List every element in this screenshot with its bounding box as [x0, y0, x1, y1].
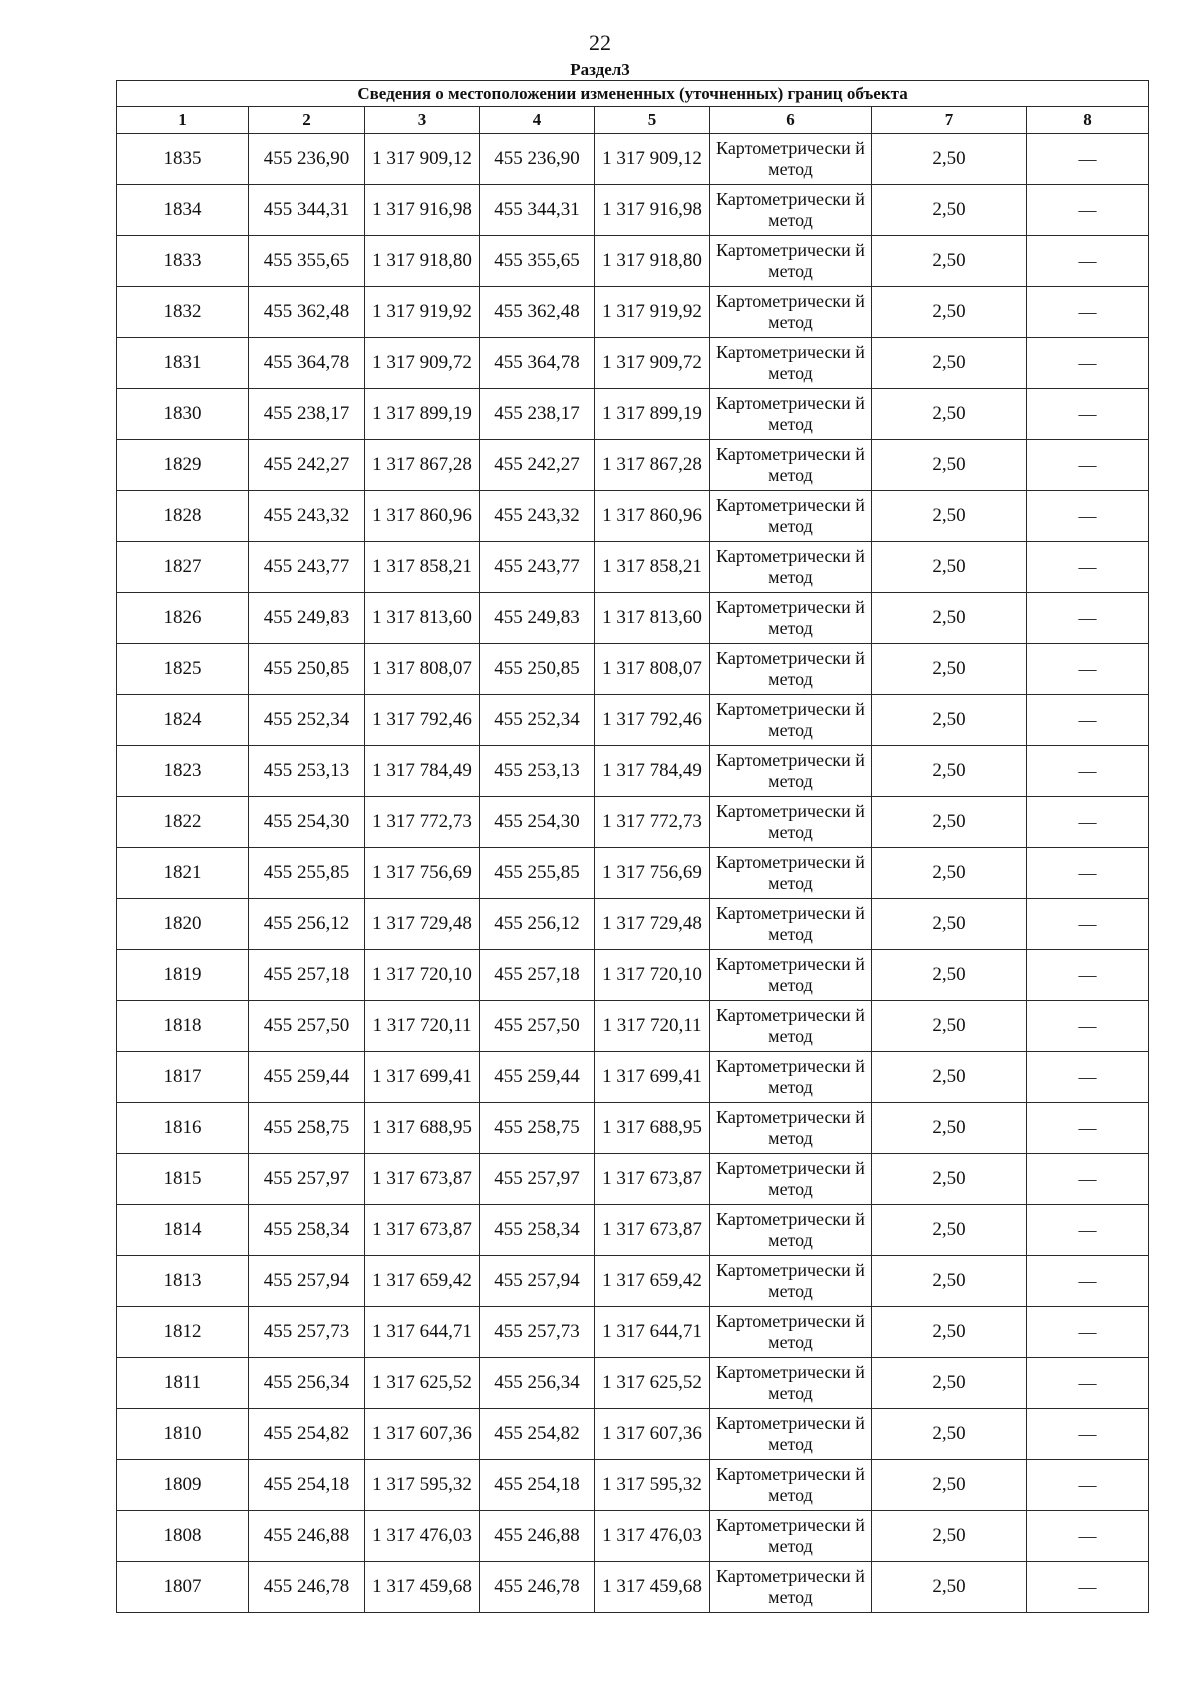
table-row	[117, 1358, 1149, 1409]
cell-description: —	[1027, 848, 1149, 899]
cell-x-refined: 455 249,83	[480, 593, 595, 644]
cell-accuracy: 2,50	[872, 1562, 1027, 1613]
cell-y-refined: 1 317 673,87	[595, 1205, 710, 1256]
cell-y-existing: 1 317 784,49	[365, 746, 480, 797]
table-row	[117, 389, 1149, 440]
cell-method: Картометрически й метод	[710, 491, 872, 542]
cell-point-number: 1825	[117, 644, 249, 695]
column-header: 7	[872, 107, 1027, 134]
cell-y-refined: 1 317 909,12	[595, 134, 710, 185]
table-row	[117, 236, 1149, 287]
cell-accuracy: 2,50	[872, 542, 1027, 593]
cell-y-existing: 1 317 860,96	[365, 491, 480, 542]
cell-y-existing: 1 317 673,87	[365, 1205, 480, 1256]
cell-accuracy: 2,50	[872, 1001, 1027, 1052]
cell-method: Картометрически й метод	[710, 950, 872, 1001]
cell-y-refined: 1 317 867,28	[595, 440, 710, 491]
cell-x-existing: 455 258,34	[249, 1205, 365, 1256]
cell-accuracy: 2,50	[872, 797, 1027, 848]
table-header-row	[117, 107, 1149, 134]
table-row	[117, 797, 1149, 848]
cell-description: —	[1027, 593, 1149, 644]
table-row	[117, 491, 1149, 542]
cell-accuracy: 2,50	[872, 1460, 1027, 1511]
cell-y-existing: 1 317 813,60	[365, 593, 480, 644]
cell-point-number: 1814	[117, 1205, 249, 1256]
cell-description: —	[1027, 1052, 1149, 1103]
cell-y-refined: 1 317 756,69	[595, 848, 710, 899]
cell-y-existing: 1 317 625,52	[365, 1358, 480, 1409]
cell-y-refined: 1 317 625,52	[595, 1358, 710, 1409]
column-header: 4	[480, 107, 595, 134]
cell-y-existing: 1 317 720,10	[365, 950, 480, 1001]
table-row	[117, 1307, 1149, 1358]
cell-y-existing: 1 317 595,32	[365, 1460, 480, 1511]
cell-method: Картометрически й метод	[710, 1103, 872, 1154]
cell-y-existing: 1 317 899,19	[365, 389, 480, 440]
cell-x-refined: 455 257,94	[480, 1256, 595, 1307]
cell-y-refined: 1 317 918,80	[595, 236, 710, 287]
cell-description: —	[1027, 287, 1149, 338]
cell-x-existing: 455 257,18	[249, 950, 365, 1001]
cell-x-existing: 455 246,88	[249, 1511, 365, 1562]
cell-x-refined: 455 243,77	[480, 542, 595, 593]
table-row	[117, 134, 1149, 185]
cell-accuracy: 2,50	[872, 746, 1027, 797]
cell-method: Картометрически й метод	[710, 1256, 872, 1307]
table-row	[117, 1562, 1149, 1613]
table-row	[117, 644, 1149, 695]
cell-y-refined: 1 317 909,72	[595, 338, 710, 389]
cell-description: —	[1027, 1460, 1149, 1511]
column-header: 8	[1027, 107, 1149, 134]
cell-method: Картометрически й метод	[710, 695, 872, 746]
cell-x-existing: 455 257,94	[249, 1256, 365, 1307]
table-row	[117, 1154, 1149, 1205]
cell-point-number: 1826	[117, 593, 249, 644]
cell-description: —	[1027, 1256, 1149, 1307]
cell-x-refined: 455 254,18	[480, 1460, 595, 1511]
cell-x-refined: 455 255,85	[480, 848, 595, 899]
cell-x-refined: 455 256,34	[480, 1358, 595, 1409]
cell-y-refined: 1 317 607,36	[595, 1409, 710, 1460]
cell-method: Картометрически й метод	[710, 338, 872, 389]
cell-description: —	[1027, 797, 1149, 848]
cell-x-existing: 455 243,77	[249, 542, 365, 593]
table-caption: Сведения о местоположении измененных (уточненных) границ объекта	[117, 81, 1149, 107]
cell-description: —	[1027, 695, 1149, 746]
cell-x-refined: 455 236,90	[480, 134, 595, 185]
cell-point-number: 1817	[117, 1052, 249, 1103]
cell-point-number: 1821	[117, 848, 249, 899]
section-title: Раздел3	[570, 60, 630, 79]
cell-method: Картометрически й метод	[710, 542, 872, 593]
cell-x-refined: 455 362,48	[480, 287, 595, 338]
cell-point-number: 1822	[117, 797, 249, 848]
cell-y-existing: 1 317 673,87	[365, 1154, 480, 1205]
cell-x-existing: 455 255,85	[249, 848, 365, 899]
cell-x-existing: 455 254,18	[249, 1460, 365, 1511]
cell-x-refined: 455 252,34	[480, 695, 595, 746]
cell-accuracy: 2,50	[872, 389, 1027, 440]
cell-point-number: 1816	[117, 1103, 249, 1154]
cell-x-refined: 455 257,18	[480, 950, 595, 1001]
cell-method: Картометрически й метод	[710, 899, 872, 950]
cell-x-existing: 455 253,13	[249, 746, 365, 797]
cell-x-refined: 455 246,78	[480, 1562, 595, 1613]
cell-method: Картометрически й метод	[710, 389, 872, 440]
cell-y-existing: 1 317 772,73	[365, 797, 480, 848]
cell-point-number: 1828	[117, 491, 249, 542]
cell-y-refined: 1 317 919,92	[595, 287, 710, 338]
table-row	[117, 1205, 1149, 1256]
cell-method: Картометрически й метод	[710, 287, 872, 338]
cell-y-refined: 1 317 459,68	[595, 1562, 710, 1613]
page-number: 22	[589, 30, 611, 55]
table-row	[117, 1001, 1149, 1052]
cell-x-existing: 455 364,78	[249, 338, 365, 389]
column-header: 2	[249, 107, 365, 134]
cell-description: —	[1027, 1358, 1149, 1409]
cell-y-refined: 1 317 699,41	[595, 1052, 710, 1103]
cell-description: —	[1027, 1205, 1149, 1256]
cell-description: —	[1027, 185, 1149, 236]
cell-accuracy: 2,50	[872, 950, 1027, 1001]
cell-point-number: 1808	[117, 1511, 249, 1562]
cell-y-existing: 1 317 476,03	[365, 1511, 480, 1562]
cell-point-number: 1833	[117, 236, 249, 287]
cell-point-number: 1834	[117, 185, 249, 236]
cell-y-existing: 1 317 756,69	[365, 848, 480, 899]
cell-accuracy: 2,50	[872, 1103, 1027, 1154]
cell-description: —	[1027, 542, 1149, 593]
table-row	[117, 848, 1149, 899]
cell-x-existing: 455 246,78	[249, 1562, 365, 1613]
cell-method: Картометрически й метод	[710, 593, 872, 644]
cell-y-refined: 1 317 644,71	[595, 1307, 710, 1358]
table-row	[117, 440, 1149, 491]
cell-x-refined: 455 242,27	[480, 440, 595, 491]
column-header: 5	[595, 107, 710, 134]
cell-point-number: 1807	[117, 1562, 249, 1613]
cell-x-existing: 455 242,27	[249, 440, 365, 491]
cell-x-refined: 455 355,65	[480, 236, 595, 287]
cell-point-number: 1820	[117, 899, 249, 950]
cell-y-existing: 1 317 916,98	[365, 185, 480, 236]
boundary-coordinates-table	[116, 80, 1149, 1613]
cell-method: Картометрически й метод	[710, 1154, 872, 1205]
cell-accuracy: 2,50	[872, 848, 1027, 899]
cell-description: —	[1027, 440, 1149, 491]
cell-y-refined: 1 317 858,21	[595, 542, 710, 593]
cell-accuracy: 2,50	[872, 338, 1027, 389]
cell-x-existing: 455 252,34	[249, 695, 365, 746]
cell-x-existing: 455 355,65	[249, 236, 365, 287]
cell-point-number: 1813	[117, 1256, 249, 1307]
cell-accuracy: 2,50	[872, 1052, 1027, 1103]
cell-accuracy: 2,50	[872, 236, 1027, 287]
cell-method: Картометрически й метод	[710, 185, 872, 236]
cell-x-refined: 455 259,44	[480, 1052, 595, 1103]
cell-x-refined: 455 238,17	[480, 389, 595, 440]
cell-method: Картометрически й метод	[710, 1409, 872, 1460]
cell-y-existing: 1 317 688,95	[365, 1103, 480, 1154]
cell-y-existing: 1 317 792,46	[365, 695, 480, 746]
cell-description: —	[1027, 1562, 1149, 1613]
cell-point-number: 1809	[117, 1460, 249, 1511]
cell-y-refined: 1 317 813,60	[595, 593, 710, 644]
cell-x-existing: 455 250,85	[249, 644, 365, 695]
cell-y-existing: 1 317 644,71	[365, 1307, 480, 1358]
cell-description: —	[1027, 1409, 1149, 1460]
cell-description: —	[1027, 389, 1149, 440]
cell-point-number: 1832	[117, 287, 249, 338]
cell-point-number: 1823	[117, 746, 249, 797]
cell-y-existing: 1 317 909,12	[365, 134, 480, 185]
cell-x-refined: 455 254,82	[480, 1409, 595, 1460]
table-row	[117, 287, 1149, 338]
table-row	[117, 1511, 1149, 1562]
cell-method: Картометрически й метод	[710, 746, 872, 797]
cell-point-number: 1827	[117, 542, 249, 593]
cell-description: —	[1027, 899, 1149, 950]
cell-y-refined: 1 317 595,32	[595, 1460, 710, 1511]
cell-y-refined: 1 317 720,10	[595, 950, 710, 1001]
cell-method: Картометрически й метод	[710, 236, 872, 287]
cell-x-existing: 455 254,30	[249, 797, 365, 848]
cell-x-existing: 455 362,48	[249, 287, 365, 338]
cell-x-refined: 455 246,88	[480, 1511, 595, 1562]
cell-x-existing: 455 256,34	[249, 1358, 365, 1409]
cell-point-number: 1831	[117, 338, 249, 389]
table-row	[117, 899, 1149, 950]
cell-y-refined: 1 317 784,49	[595, 746, 710, 797]
cell-y-refined: 1 317 916,98	[595, 185, 710, 236]
cell-description: —	[1027, 338, 1149, 389]
table-row	[117, 185, 1149, 236]
cell-method: Картометрически й метод	[710, 1205, 872, 1256]
cell-accuracy: 2,50	[872, 185, 1027, 236]
cell-y-refined: 1 317 792,46	[595, 695, 710, 746]
cell-accuracy: 2,50	[872, 491, 1027, 542]
cell-y-refined: 1 317 688,95	[595, 1103, 710, 1154]
cell-method: Картометрически й метод	[710, 848, 872, 899]
cell-method: Картометрически й метод	[710, 134, 872, 185]
cell-y-existing: 1 317 909,72	[365, 338, 480, 389]
cell-x-refined: 455 256,12	[480, 899, 595, 950]
table-row	[117, 338, 1149, 389]
cell-description: —	[1027, 491, 1149, 542]
cell-point-number: 1824	[117, 695, 249, 746]
cell-point-number: 1811	[117, 1358, 249, 1409]
cell-y-existing: 1 317 867,28	[365, 440, 480, 491]
table-row	[117, 593, 1149, 644]
cell-y-refined: 1 317 899,19	[595, 389, 710, 440]
cell-method: Картометрически й метод	[710, 1307, 872, 1358]
cell-accuracy: 2,50	[872, 1409, 1027, 1460]
table-row	[117, 1460, 1149, 1511]
cell-method: Картометрически й метод	[710, 1001, 872, 1052]
cell-accuracy: 2,50	[872, 1307, 1027, 1358]
table-body	[117, 134, 1149, 1613]
cell-y-existing: 1 317 729,48	[365, 899, 480, 950]
cell-y-existing: 1 317 918,80	[365, 236, 480, 287]
cell-point-number: 1829	[117, 440, 249, 491]
table-caption-row	[117, 81, 1149, 107]
column-header: 3	[365, 107, 480, 134]
cell-x-refined: 455 257,50	[480, 1001, 595, 1052]
cell-y-refined: 1 317 476,03	[595, 1511, 710, 1562]
cell-x-existing: 455 259,44	[249, 1052, 365, 1103]
cell-description: —	[1027, 1154, 1149, 1205]
cell-accuracy: 2,50	[872, 134, 1027, 185]
table-row	[117, 1052, 1149, 1103]
cell-method: Картометрически й метод	[710, 797, 872, 848]
table-row	[117, 1256, 1149, 1307]
cell-description: —	[1027, 236, 1149, 287]
cell-point-number: 1818	[117, 1001, 249, 1052]
cell-accuracy: 2,50	[872, 593, 1027, 644]
cell-description: —	[1027, 1001, 1149, 1052]
cell-y-existing: 1 317 607,36	[365, 1409, 480, 1460]
cell-y-existing: 1 317 808,07	[365, 644, 480, 695]
table-row	[117, 950, 1149, 1001]
cell-accuracy: 2,50	[872, 287, 1027, 338]
cell-x-existing: 455 254,82	[249, 1409, 365, 1460]
cell-x-existing: 455 258,75	[249, 1103, 365, 1154]
table-row	[117, 746, 1149, 797]
cell-y-refined: 1 317 808,07	[595, 644, 710, 695]
cell-point-number: 1815	[117, 1154, 249, 1205]
cell-method: Картометрически й метод	[710, 1358, 872, 1409]
cell-point-number: 1819	[117, 950, 249, 1001]
cell-y-existing: 1 317 919,92	[365, 287, 480, 338]
table-row	[117, 542, 1149, 593]
cell-accuracy: 2,50	[872, 1511, 1027, 1562]
cell-y-refined: 1 317 729,48	[595, 899, 710, 950]
cell-x-existing: 455 243,32	[249, 491, 365, 542]
table-row	[117, 1103, 1149, 1154]
cell-y-refined: 1 317 772,73	[595, 797, 710, 848]
cell-description: —	[1027, 1511, 1149, 1562]
cell-x-existing: 455 257,73	[249, 1307, 365, 1358]
cell-method: Картометрически й метод	[710, 1511, 872, 1562]
cell-x-existing: 455 249,83	[249, 593, 365, 644]
cell-x-refined: 455 253,13	[480, 746, 595, 797]
cell-method: Картометрически й метод	[710, 644, 872, 695]
cell-x-refined: 455 257,97	[480, 1154, 595, 1205]
cell-accuracy: 2,50	[872, 695, 1027, 746]
cell-x-refined: 455 344,31	[480, 185, 595, 236]
cell-x-refined: 455 257,73	[480, 1307, 595, 1358]
cell-y-refined: 1 317 860,96	[595, 491, 710, 542]
cell-y-refined: 1 317 659,42	[595, 1256, 710, 1307]
cell-accuracy: 2,50	[872, 440, 1027, 491]
cell-accuracy: 2,50	[872, 644, 1027, 695]
cell-description: —	[1027, 950, 1149, 1001]
cell-y-refined: 1 317 720,11	[595, 1001, 710, 1052]
cell-x-existing: 455 257,50	[249, 1001, 365, 1052]
cell-y-refined: 1 317 673,87	[595, 1154, 710, 1205]
cell-y-existing: 1 317 459,68	[365, 1562, 480, 1613]
cell-y-existing: 1 317 699,41	[365, 1052, 480, 1103]
cell-accuracy: 2,50	[872, 899, 1027, 950]
cell-x-refined: 455 258,75	[480, 1103, 595, 1154]
cell-y-existing: 1 317 659,42	[365, 1256, 480, 1307]
cell-description: —	[1027, 1307, 1149, 1358]
cell-x-refined: 455 250,85	[480, 644, 595, 695]
cell-y-existing: 1 317 858,21	[365, 542, 480, 593]
cell-accuracy: 2,50	[872, 1358, 1027, 1409]
cell-accuracy: 2,50	[872, 1205, 1027, 1256]
cell-point-number: 1812	[117, 1307, 249, 1358]
cell-method: Картометрически й метод	[710, 1052, 872, 1103]
table-row	[117, 695, 1149, 746]
cell-accuracy: 2,50	[872, 1154, 1027, 1205]
cell-point-number: 1835	[117, 134, 249, 185]
cell-method: Картометрически й метод	[710, 1460, 872, 1511]
cell-x-existing: 455 257,97	[249, 1154, 365, 1205]
table-row	[117, 1409, 1149, 1460]
cell-y-existing: 1 317 720,11	[365, 1001, 480, 1052]
cell-description: —	[1027, 644, 1149, 695]
column-header: 1	[117, 107, 249, 134]
cell-x-refined: 455 258,34	[480, 1205, 595, 1256]
cell-x-refined: 455 364,78	[480, 338, 595, 389]
cell-x-existing: 455 238,17	[249, 389, 365, 440]
cell-point-number: 1830	[117, 389, 249, 440]
cell-x-refined: 455 254,30	[480, 797, 595, 848]
cell-point-number: 1810	[117, 1409, 249, 1460]
column-header: 6	[710, 107, 872, 134]
cell-x-existing: 455 256,12	[249, 899, 365, 950]
cell-method: Картометрически й метод	[710, 1562, 872, 1613]
cell-x-existing: 455 236,90	[249, 134, 365, 185]
cell-x-refined: 455 243,32	[480, 491, 595, 542]
cell-description: —	[1027, 1103, 1149, 1154]
cell-description: —	[1027, 746, 1149, 797]
cell-method: Картометрически й метод	[710, 440, 872, 491]
cell-x-existing: 455 344,31	[249, 185, 365, 236]
cell-accuracy: 2,50	[872, 1256, 1027, 1307]
cell-description: —	[1027, 134, 1149, 185]
